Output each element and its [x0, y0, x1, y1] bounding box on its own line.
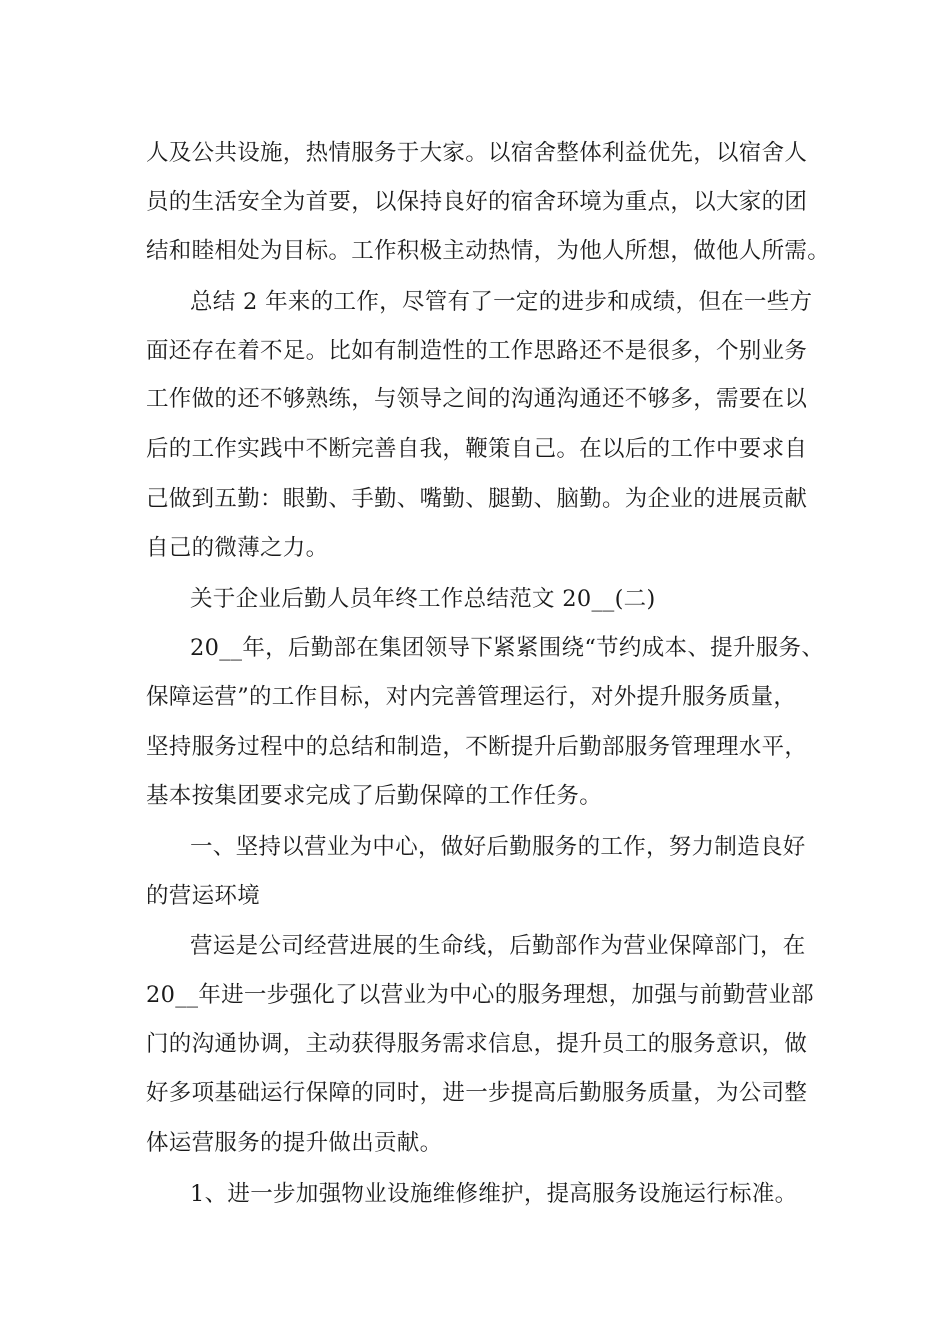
text-line: 体运营服务的提升做出贡献。 [146, 1130, 443, 1156]
text-line: 工作做的还不够熟练，与领导之间的沟通沟通还不够多，需要在以 [146, 386, 808, 412]
text-line: 人及公共设施，热情服务于大家。以宿舍整体利益优先，以宿舍人 [146, 140, 808, 166]
heading-line: 的营运环境 [146, 883, 261, 909]
text-line: 结和睦相处为目标。工作积极主动热情，为他人所想，做他人所需。 [146, 238, 831, 264]
text-line: 保障运营”的工作目标，对内完善管理运行，对外提升服务质量， [146, 684, 797, 710]
heading-line: 一、坚持以营业为中心，做好后勤服务的工作，努力制造良好 [190, 834, 806, 860]
section-title: 关于企业后勤人员年终工作总结范文 20__(二) [190, 586, 656, 612]
text-line: 后的工作实践中不断完善自我，鞭策自己。在以后的工作中要求自 [146, 436, 808, 462]
paragraph-start-line: 20__年，后勤部在集团领导下紧紧围绕“节约成本、提升服务、 [190, 635, 825, 661]
text-line: 好多项基础运行保障的同时，进一步提高后勤服务质量，为公司整 [146, 1080, 808, 1106]
paragraph-start-line: 营运是公司经营进展的生命线，后勤部作为营业保障部门，在 [190, 933, 806, 959]
list-item-line: 1、进一步加强物业设施维修维护，提高服务设施运行标准。 [190, 1181, 798, 1207]
text-line: 坚持服务过程中的总结和制造，不断提升后勤部服务管理理水平， [146, 734, 808, 760]
text-line: 己做到五勤：眼勤、手勤、嘴勤、腿勤、脑勤。为企业的进展贡献 [146, 486, 808, 512]
text-line: 20__年进一步强化了以营业为中心的服务理想，加强与前勤营业部 [146, 982, 814, 1008]
text-line: 门的沟通协调，主动获得服务需求信息，提升员工的服务意识，做 [146, 1031, 808, 1057]
text-line: 基本按集团要求完成了后勤保障的工作任务。 [146, 783, 603, 809]
paragraph-start-line: 总结 2 年来的工作，尽管有了一定的进步和成绩，但在一些方 [190, 289, 813, 315]
text-line: 员的生活安全为首要，以保持良好的宿舍环境为重点，以大家的团 [146, 189, 808, 215]
text-line: 自己的微薄之力。 [146, 535, 329, 561]
text-line: 面还存在着不足。比如有制造性的工作思路还不是很多，个别业务 [146, 338, 808, 364]
